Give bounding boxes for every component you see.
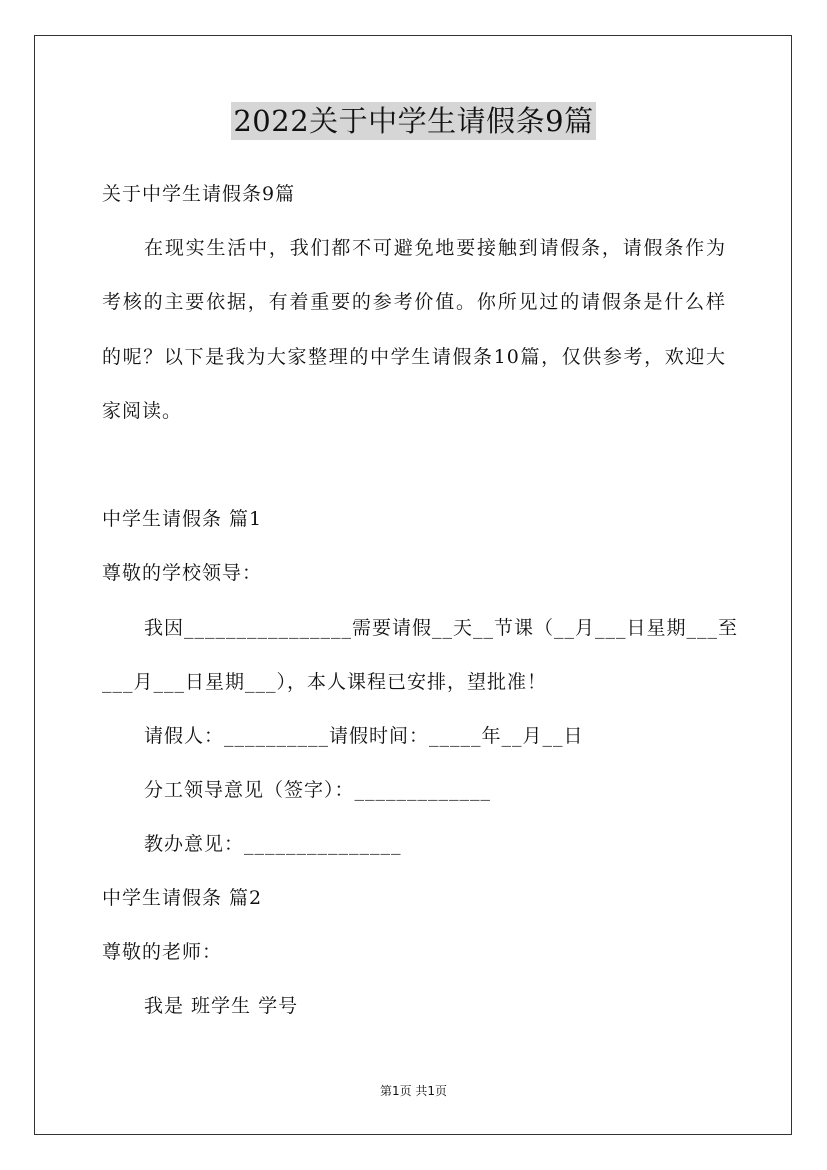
section2-body-line-1: 我是 班学生 学号: [144, 995, 299, 1017]
section1-heading: 中学生请假条 篇1: [102, 508, 263, 530]
intro-line-3: 的呢？以下是我为大家整理的中学生请假条10篇，仅供参考，欢迎大: [102, 346, 726, 368]
document-subtitle: 关于中学生请假条9篇: [102, 183, 296, 205]
intro-line-2: 考核的主要依据，有着重要的参考价值。你所见过的请假条是什么样: [102, 291, 726, 313]
section1-body-line-2: ___月___日星期___），本人课程已安排，望批准！: [102, 671, 548, 693]
section2-heading: 中学生请假条 篇2: [102, 887, 263, 909]
section2-salutation: 尊敬的老师：: [102, 941, 223, 963]
intro-line-4: 家阅读。: [102, 400, 183, 422]
intro-line-1: 在现实生活中，我们都不可避免地要接触到请假条，请假条作为: [144, 237, 726, 259]
section1-requester-line: 请假人：__________请假时间：_____年__月__日: [144, 725, 584, 747]
title-container: [0, 102, 827, 140]
section1-leader-opinion: 分工领导意见（签字）：_____________: [144, 779, 492, 801]
section1-salutation: 尊敬的学校领导：: [102, 562, 263, 584]
section1-body-line-1: 我因________________需要请假__天__节课（__月___日星期___至: [144, 617, 739, 639]
document-title: 2022关于中学生请假条9篇: [233, 104, 594, 138]
section1-office-opinion: 教办意见：_______________: [144, 833, 402, 855]
page-footer: 第1页 共1页: [379, 1084, 448, 1098]
